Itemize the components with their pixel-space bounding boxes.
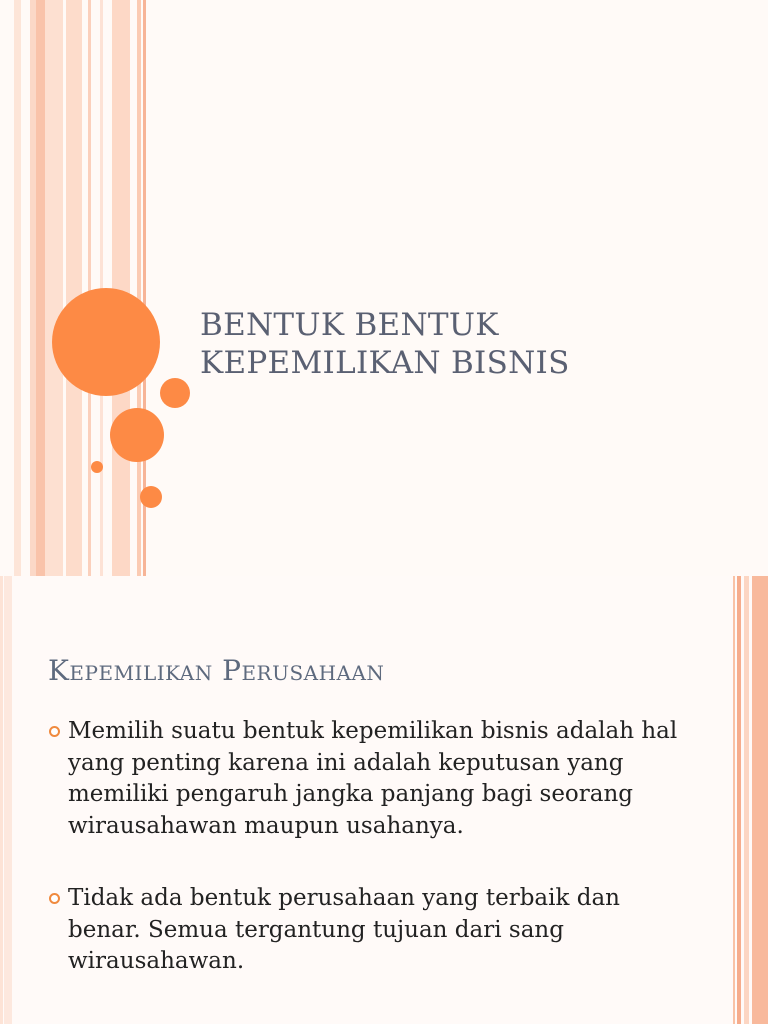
bullet-circle-icon — [49, 893, 60, 904]
large-circle — [52, 288, 160, 396]
slide-title — [200, 306, 740, 382]
bullet-item — [48, 716, 688, 842]
tiny-circle — [91, 461, 103, 473]
small-circle — [160, 378, 190, 408]
bullet-text: Tidak ada bentuk perusahaan yang terbaik dan benar. Semua tergantung tujuan dari sang wirausahawan. — [68, 885, 620, 974]
content-slide — [0, 576, 768, 1024]
slide-title-line-1: BENTUK BENTUK — [200, 307, 499, 343]
slide-heading: Kepemilikan Perusahaan — [48, 654, 385, 687]
bullet-text: Memilih suatu bentuk kepemilikan bisnis adalah hal yang penting karena ini adalah keputusan yang memiliki pengaruh jangka panjang bagi seorang wirausahawan maupun usahanya. — [68, 718, 678, 839]
bullet-item — [48, 883, 688, 978]
small-circle — [140, 486, 162, 508]
medium-circle — [110, 408, 164, 462]
bullet-circle-icon — [49, 726, 60, 737]
slide-title-line-2: KEPEMILIKAN BISNIS — [200, 345, 570, 381]
